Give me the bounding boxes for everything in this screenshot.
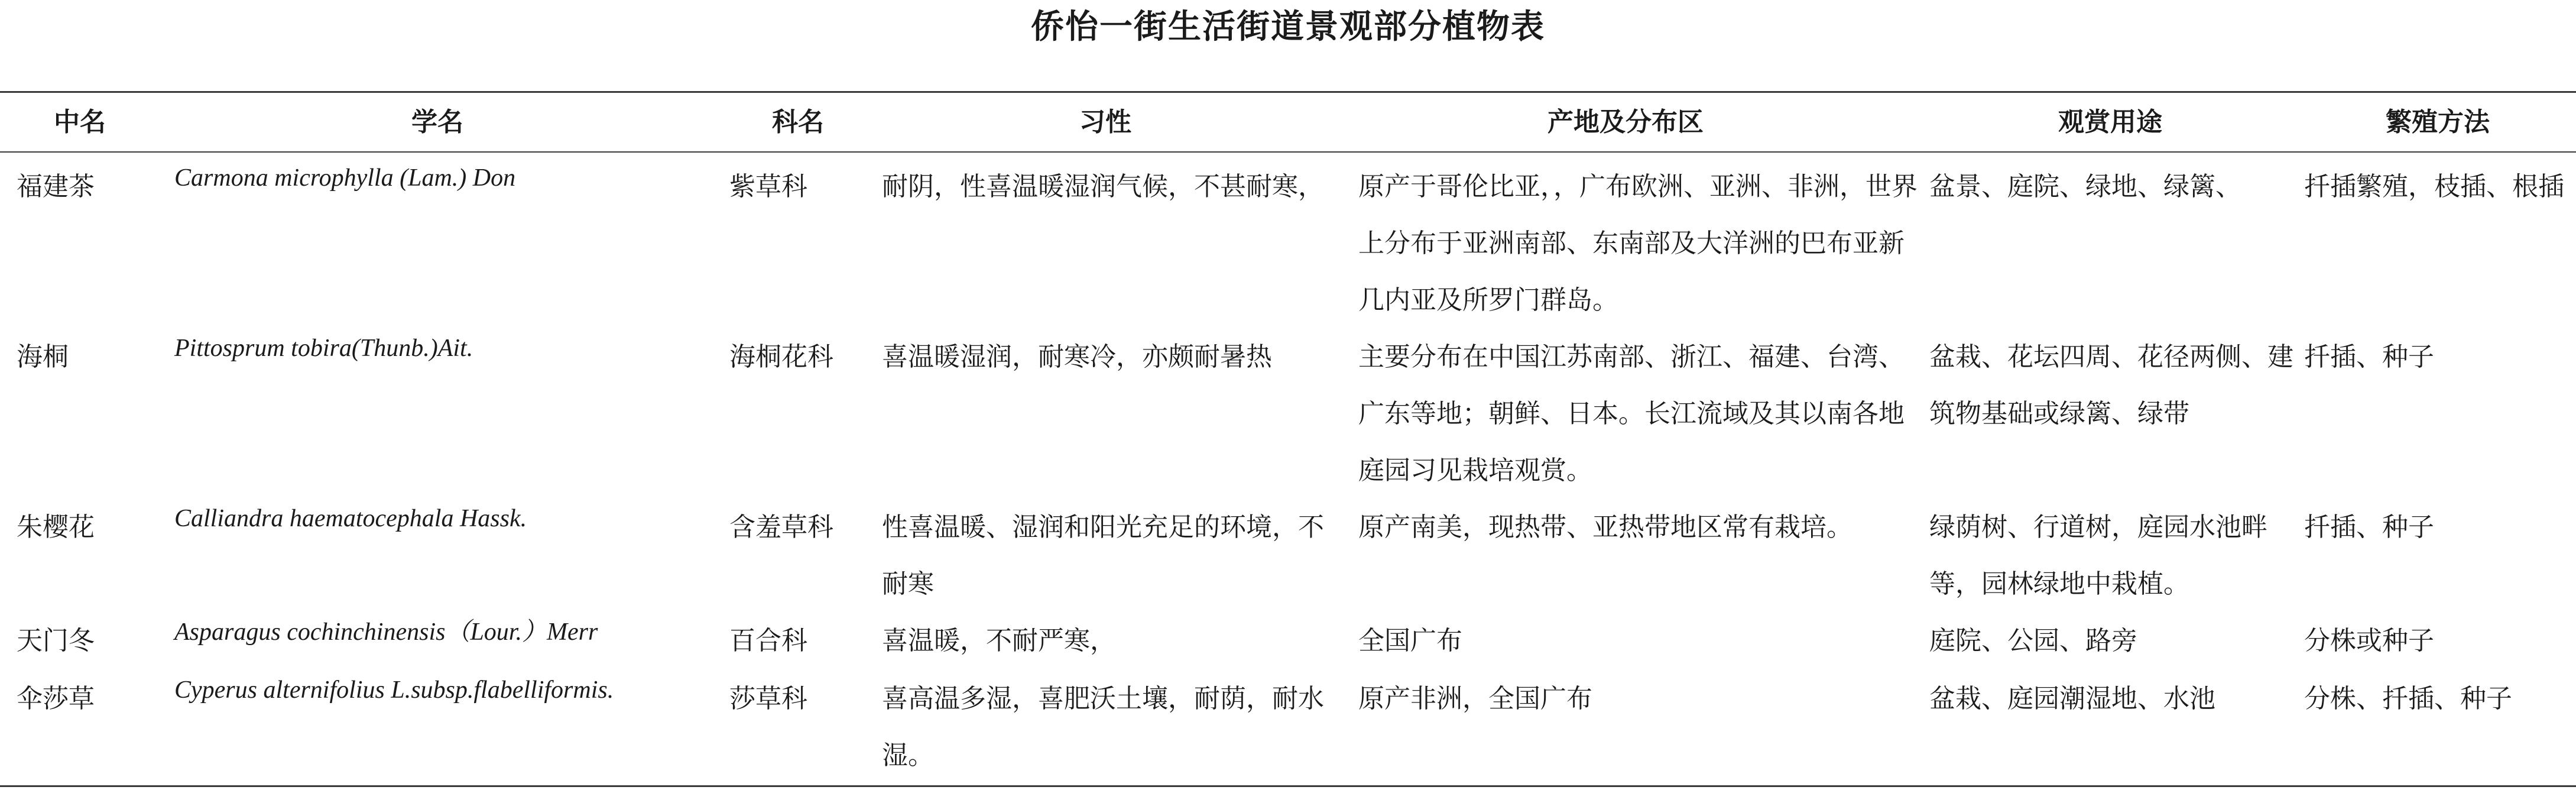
header-cn: 中名: [54, 107, 106, 137]
cell-origin: 主要分布在中国江苏南部、浙江、福建、台湾、广东等地；朝鲜、日本。长江流域及其以南各地庭园习见栽培观赏。: [1358, 342, 1905, 485]
cell-origin: 原产非洲，全国广布: [1358, 684, 1592, 714]
cell-family: 海桐花科: [729, 342, 833, 372]
cell-habit: 喜温暖湿润，耐寒冷，亦颇耐暑热: [882, 342, 1272, 372]
cell-cn: 海桐: [17, 342, 69, 372]
cell-habit: 喜高温多湿，喜肥沃土壤，耐荫，耐水湿。: [882, 684, 1324, 770]
header-propagation: 繁殖方法: [2386, 107, 2490, 137]
header-use: 观赏用途: [2058, 107, 2162, 137]
header-family: 科名: [772, 107, 824, 137]
cell-family: 莎草科: [729, 684, 807, 714]
top-rule: [0, 91, 2576, 93]
cell-habit: 耐阴，性喜温暖湿润气候，不甚耐寒，: [882, 171, 1324, 202]
cell-sci: Pittosprum tobira(Thunb.)Ait.: [174, 335, 473, 362]
cell-sci: Carmona microphylla (Lam.) Don: [174, 164, 516, 192]
table-title: 侨怡一街生活街道景观部分植物表: [1031, 8, 1545, 46]
cell-sci: Calliandra haematocephala Hassk.: [174, 505, 527, 532]
cell-cn: 朱樱花: [17, 512, 95, 542]
cell-habit: 性喜温暖、湿润和阳光充足的环境，不耐寒: [882, 512, 1324, 599]
bottom-rule: [0, 785, 2576, 787]
cell-propagation: 分株、扦插、种子: [2304, 684, 2512, 714]
cell-propagation: 扦插、种子: [2304, 342, 2434, 372]
cell-use: 庭院、公园、路旁: [1929, 626, 2137, 656]
header-origin: 产地及分布区: [1547, 107, 1704, 137]
cell-use: 盆栽、庭园潮湿地、水池: [1929, 684, 2215, 714]
cell-family: 百合科: [729, 626, 807, 656]
cell-propagation: 扦插繁殖，枝插、根插: [2304, 171, 2564, 202]
cell-propagation: 扦插、种子: [2304, 512, 2434, 542]
cell-family: 含羞草科: [729, 512, 833, 542]
cell-cn: 天门冬: [17, 626, 95, 656]
header-sci: 学名: [411, 107, 463, 137]
cell-cn: 福建茶: [17, 171, 95, 202]
cell-sci: Cyperus alternifolius L.subsp.flabelliformis.: [174, 676, 614, 704]
cell-family: 紫草科: [729, 171, 807, 202]
cell-origin: 原产南美，现热带、亚热带地区常有栽培。: [1358, 512, 1852, 542]
cell-sci: Asparagus cochinchinensis（Lour.）Merr: [174, 619, 598, 646]
cell-cn: 伞莎草: [17, 684, 95, 714]
cell-habit: 喜温暖，不耐严寒，: [882, 626, 1116, 656]
header-rule: [0, 151, 2576, 153]
header-habit: 习性: [1079, 107, 1131, 137]
cell-use: 盆栽、花坛四周、花径两侧、建筑物基础或绿篱、绿带: [1929, 342, 2293, 429]
cell-propagation: 分株或种子: [2304, 626, 2434, 656]
cell-origin: 全国广布: [1358, 626, 1462, 656]
cell-use: 盆景、庭院、绿地、绿篱、: [1929, 171, 2241, 202]
cell-use: 绿荫树、行道树，庭园水池畔等，园林绿地中栽植。: [1929, 512, 2267, 599]
cell-origin: 原产于哥伦比亚，，广布欧洲、亚洲、非洲，世界上分布于亚洲南部、东南部及大洋洲的巴布亚新几内亚及所罗门群岛。: [1358, 171, 1918, 315]
